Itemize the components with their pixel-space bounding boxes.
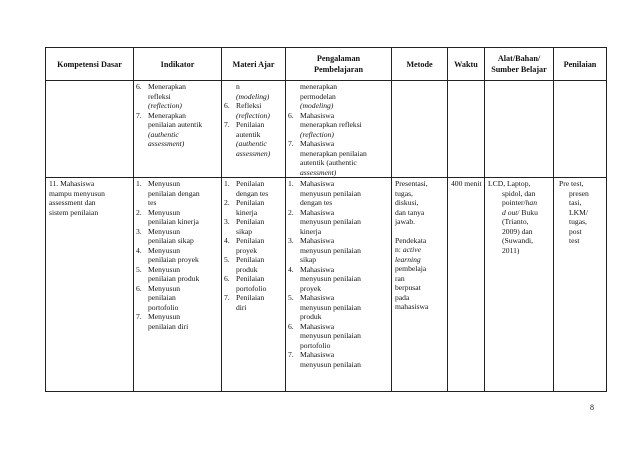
text-line: portofolio: [148, 302, 179, 312]
text-line: menyusun penilaian: [300, 359, 361, 369]
item-number: 7.: [136, 312, 142, 321]
list-item: [288, 293, 389, 322]
item-number: 2.: [224, 198, 230, 207]
item-number: 5.: [136, 264, 142, 274]
text-line: d out/ Buku: [502, 207, 538, 217]
text-line: autentik: [236, 129, 261, 139]
item-number: 1.: [136, 179, 142, 188]
list-item: [224, 293, 283, 312]
text-line: menyusun penilaian: [300, 274, 361, 283]
list-item: [136, 179, 219, 208]
text-line: ran: [395, 273, 405, 283]
text-line: menyusun penilaian: [300, 302, 361, 312]
cell-waktu: 400 menit: [448, 178, 485, 392]
header-kompetensi: Kompetensi Dasar: [46, 48, 134, 81]
text-line: produk: [300, 312, 322, 321]
page-number: 8: [590, 403, 594, 412]
cell-alat: [485, 178, 554, 392]
list-item: [136, 227, 219, 246]
list-item: [136, 208, 219, 227]
table-row: [46, 178, 607, 392]
header-indikator: Indikator: [134, 48, 222, 81]
text-line: Menyusun: [148, 226, 181, 236]
text-line: sistem penilaian: [49, 207, 99, 217]
text-line: Menyusun: [148, 245, 181, 255]
text-line: Menerapkan: [148, 110, 186, 120]
header-pengalaman: Pengalaman Pembelajaran: [286, 48, 392, 81]
text-line: (reflection): [236, 110, 270, 120]
item-number: 1.: [288, 179, 294, 188]
list-item: [224, 179, 283, 198]
cell-indikator: [134, 81, 222, 178]
text-line: menyusun penilaian: [300, 217, 361, 226]
cell-penilaian: [554, 81, 607, 178]
text-line: penilaian produk: [148, 274, 200, 283]
item-number: 7.: [288, 139, 294, 148]
text-line: Pre test,: [559, 179, 584, 188]
text-line: Mahasiswa: [300, 179, 335, 188]
item-number: 7.: [136, 110, 142, 120]
text-line: assessment): [300, 167, 337, 177]
item-number: 5.: [224, 255, 230, 264]
text-line: proyek: [236, 245, 258, 255]
text-line: penilaian autentik: [148, 120, 203, 129]
text-line: n: active: [395, 245, 421, 254]
list-item: [288, 111, 389, 140]
text-line: (reflection): [148, 101, 182, 110]
cell-penilaian: [554, 178, 607, 392]
text-line: mampu menyusun: [49, 188, 105, 198]
item-number: 3.: [288, 236, 294, 245]
cell-pengalaman: [286, 81, 392, 178]
cell-kompetensi: [46, 178, 134, 392]
cell-pengalaman: [286, 178, 392, 392]
header-row: [46, 48, 607, 81]
text-line: Mahasiswa: [300, 264, 335, 274]
text-line: Refleksi: [236, 101, 262, 110]
text-line: menerapkan refleksi: [300, 120, 362, 129]
text-line: post: [569, 226, 582, 236]
cell-materi: [222, 81, 286, 178]
text-line: Menyusun: [148, 312, 181, 321]
cell-materi: [222, 178, 286, 392]
item-number: 6.: [288, 321, 294, 331]
list-item: [224, 217, 283, 236]
item-number: 3.: [224, 217, 230, 226]
cell-metode: [392, 178, 448, 392]
text-line: Menyusun: [148, 179, 181, 188]
list-item: [288, 208, 389, 237]
text-line: pembelaja: [395, 264, 427, 273]
item-number: 6.: [288, 110, 294, 120]
item-number: 6.: [224, 274, 230, 283]
text-line: Mahasiswa: [300, 207, 335, 217]
text-line: penilaian diri: [148, 321, 189, 331]
text-line: LCD, Laptop,: [488, 179, 531, 188]
item-number: 2.: [288, 207, 294, 217]
text-line: Mahasiswa: [300, 139, 335, 148]
text-line: Penilaian: [236, 120, 265, 129]
text-line: test: [569, 236, 580, 245]
text-line: 2011): [502, 245, 520, 255]
text-line: proyek: [300, 283, 322, 293]
text-line: tes: [148, 198, 157, 207]
cell-kompetensi: [46, 81, 134, 178]
list-item: [224, 236, 283, 255]
text-line: Penilaian: [236, 293, 265, 302]
text-line: penilaian dengan: [148, 188, 200, 198]
item-number: 2.: [136, 207, 142, 217]
text-line: (modeling): [236, 91, 270, 101]
text-line: portofolio: [236, 283, 267, 293]
item-number: 6.: [136, 283, 142, 293]
header-alat: Alat/Bahan/ Sumber Belajar: [485, 48, 554, 81]
text-line: pointer/han: [502, 198, 538, 207]
text-line: mahasiswa: [395, 302, 429, 311]
list-item: [136, 284, 219, 313]
text-line: autentik (authentic: [300, 158, 357, 167]
text-line: n: [236, 82, 240, 91]
item-number: 6.: [136, 82, 142, 91]
list-item: [136, 312, 219, 331]
text-line: Mahasiswa: [300, 350, 335, 359]
text-line: (modeling): [300, 101, 334, 110]
text-line: Menyusun: [148, 283, 181, 293]
text-line: jawab.: [395, 217, 416, 226]
text-line: refleksi: [148, 91, 171, 101]
text-line: menerapkan penilaian: [300, 148, 367, 158]
list-item: [224, 120, 283, 158]
text-line: Mahasiswa: [300, 293, 335, 302]
text-line: kinerja: [236, 207, 258, 217]
text-line: menerapkan: [300, 82, 338, 91]
text-line: Penilaian: [236, 255, 265, 264]
cell-metode: [392, 81, 448, 178]
header-penilaian: Penilaian: [554, 48, 607, 81]
text-line: learning: [395, 254, 421, 264]
text-line: Penilaian: [236, 236, 265, 245]
cell-alat: [485, 81, 554, 178]
text-line: penilaian proyek: [148, 255, 199, 264]
list-item: [136, 111, 219, 149]
list-item: [288, 139, 389, 177]
text-line: menyusun penilaian: [300, 331, 361, 340]
header-metode: Metode: [392, 48, 448, 81]
list-item: [136, 246, 219, 265]
text-line: penilaian kinerja: [148, 217, 199, 226]
item-number: 5.: [288, 293, 294, 302]
cell-indikator: [134, 178, 222, 392]
text-line: Pendekata: [395, 235, 427, 245]
item-number: 1.: [224, 179, 230, 188]
text-line: diri: [236, 302, 247, 312]
list-item: [224, 255, 283, 274]
list-item: [224, 274, 283, 293]
text-line: permodelan: [300, 91, 336, 101]
metode-approach: [395, 236, 445, 312]
list-item: [224, 198, 283, 217]
item-number: 4.: [288, 264, 294, 274]
text-line: pada: [395, 292, 410, 302]
list-item: [288, 350, 389, 369]
list-item: [136, 82, 219, 111]
text-line: dan tanya: [395, 207, 425, 217]
header-materi: Materi Ajar: [222, 48, 286, 81]
text-line: Penilaian: [236, 217, 265, 226]
text-line: tugas,: [569, 217, 587, 226]
text-line: (reflection): [300, 129, 334, 139]
text-line: spidol, dan: [502, 188, 536, 198]
text-line: (authentic: [148, 129, 179, 139]
text-line: assessment dan: [49, 198, 96, 207]
list-item: [288, 179, 389, 208]
text-line: 11. Mahasiswa: [49, 179, 95, 188]
text-line: presen: [569, 188, 589, 198]
text-line: menyusun penilaian: [300, 188, 361, 198]
cell-waktu: [448, 81, 485, 178]
text-line: berpusat: [395, 283, 421, 292]
text-line: produk: [236, 264, 258, 274]
item-number: 7.: [288, 350, 294, 359]
text-line: (authentic: [236, 139, 267, 148]
text-line: assessment): [148, 139, 185, 148]
text-line: Menyusun: [148, 264, 181, 274]
text-line: (Trianto,: [502, 217, 529, 226]
text-line: (Suwandi,: [502, 236, 534, 245]
text-line: Mahasiswa: [300, 321, 335, 331]
text-line: kinerja: [300, 226, 322, 236]
item-number: 6.: [224, 101, 230, 110]
list-item: [288, 265, 389, 294]
text-line: Penilaian: [236, 274, 265, 283]
text-line: dengan tes: [236, 188, 269, 198]
item-number: 7.: [224, 293, 230, 302]
text-line: Mahasiswa: [300, 110, 335, 120]
text-line: portofolio: [300, 340, 331, 350]
text-line: tugas,: [395, 188, 413, 198]
text-line: LKM/: [569, 207, 588, 217]
text-line: diskusi,: [395, 198, 419, 207]
syllabus-table: [45, 47, 607, 392]
text-line: menyusun penilaian: [300, 245, 361, 255]
text-line: 2009) dan: [502, 226, 533, 236]
text-line: assessmen): [236, 148, 271, 158]
text-line: tasi,: [569, 198, 582, 207]
text-line: Penilaian: [236, 179, 265, 188]
text-line: Menerapkan: [148, 82, 186, 91]
list-item: [288, 236, 389, 265]
text-line: dengan tes: [300, 198, 333, 207]
text-line: sikap: [236, 226, 253, 236]
item-number: 4.: [136, 245, 142, 255]
header-waktu: Waktu: [448, 48, 485, 81]
item-number: 3.: [136, 226, 142, 236]
list-item: [224, 101, 283, 120]
text-line: penilaian sikap: [148, 236, 194, 245]
text-line: Menyusun: [148, 207, 181, 217]
text-line: Penilaian: [236, 198, 265, 207]
list-item: [288, 322, 389, 351]
item-number: 7.: [224, 120, 230, 129]
list-item: [136, 265, 219, 284]
table-row: [46, 81, 607, 178]
item-number: 4.: [224, 236, 230, 245]
text-line: Mahasiswa: [300, 236, 335, 245]
text-line: Presentasi,: [395, 179, 428, 188]
text-line: sikap: [300, 255, 317, 264]
text-line: penilaian: [148, 293, 176, 302]
